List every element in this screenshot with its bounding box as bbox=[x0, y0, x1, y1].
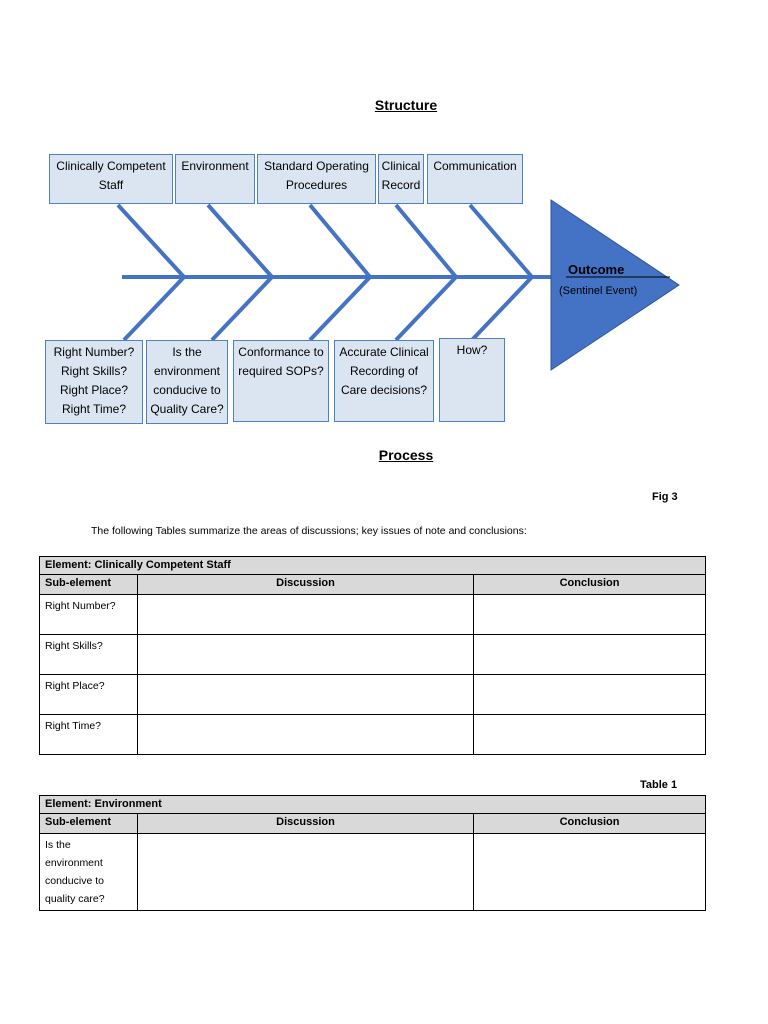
structure-heading: Structure bbox=[374, 97, 438, 113]
rib-bottom-4 bbox=[396, 277, 456, 340]
discussion-cell bbox=[138, 675, 474, 715]
question-box-clinical-record: Accurate Clinical Recording of Care decisions? bbox=[334, 340, 434, 422]
sub-element-cell: Right Place? bbox=[40, 675, 138, 715]
rib-bottom-5 bbox=[472, 277, 532, 340]
rib-bottom-3 bbox=[310, 277, 370, 340]
table-row bbox=[40, 834, 706, 911]
cause-box-standard-operating-procedures: Standard Operating Procedures bbox=[257, 154, 376, 204]
table-row bbox=[40, 675, 706, 715]
discussion-cell bbox=[138, 635, 474, 675]
conclusion-cell bbox=[474, 715, 706, 755]
outcome-subtitle: (Sentinel Event) bbox=[559, 285, 638, 297]
cause-box-environment: Environment bbox=[175, 154, 255, 204]
cause-box-communication: Communication bbox=[427, 154, 523, 204]
sub-element-cell: Is the environment conducive to quality care? bbox=[40, 834, 138, 911]
cause-box-clinically-competent-staff: Clinically Competent Staff bbox=[49, 154, 173, 204]
rib-top-3 bbox=[310, 205, 370, 277]
rib-top-1 bbox=[118, 205, 184, 277]
question-box-environment: Is the environment conducive to Quality Care? bbox=[146, 340, 228, 424]
table-row bbox=[40, 595, 706, 635]
fishbone-lines bbox=[118, 205, 560, 340]
table-caption: Table 1 bbox=[640, 779, 678, 791]
table-environment bbox=[39, 795, 706, 911]
outcome-title: Outcome bbox=[568, 262, 625, 277]
column-header-sub-element: Sub-element bbox=[40, 575, 138, 595]
conclusion-cell bbox=[474, 635, 706, 675]
column-header-discussion: Discussion bbox=[138, 814, 474, 834]
table-row bbox=[40, 635, 706, 675]
column-header-discussion: Discussion bbox=[138, 575, 474, 595]
conclusion-cell bbox=[474, 675, 706, 715]
table-title: Element: Environment bbox=[40, 796, 706, 814]
rib-top-4 bbox=[396, 205, 456, 277]
rib-top-5 bbox=[470, 205, 532, 277]
conclusion-cell bbox=[474, 834, 706, 911]
table-row bbox=[40, 715, 706, 755]
rib-bottom-2 bbox=[212, 277, 272, 340]
column-header-conclusion: Conclusion bbox=[474, 575, 706, 595]
sub-element-cell: Right Time? bbox=[40, 715, 138, 755]
cause-box-clinical-record: Clinical Record bbox=[378, 154, 424, 204]
column-header-conclusion: Conclusion bbox=[474, 814, 706, 834]
process-heading: Process bbox=[378, 447, 434, 463]
question-box-communication: How? bbox=[439, 338, 505, 422]
conclusion-cell bbox=[474, 595, 706, 635]
discussion-cell bbox=[138, 595, 474, 635]
table-title: Element: Clinically Competent Staff bbox=[40, 557, 706, 575]
sub-element-cell: Right Skills? bbox=[40, 635, 138, 675]
rib-bottom-1 bbox=[124, 277, 184, 340]
column-header-sub-element: Sub-element bbox=[40, 814, 138, 834]
question-box-staff: Right Number? Right Skills? Right Place? Right Time? bbox=[45, 340, 143, 424]
discussion-cell bbox=[138, 715, 474, 755]
intro-text: The following Tables summarize the areas of discussions; key issues of note and conclusions: bbox=[91, 525, 527, 537]
table-clinically-competent-staff bbox=[39, 556, 706, 755]
discussion-cell bbox=[138, 834, 474, 911]
sub-element-cell: Right Number? bbox=[40, 595, 138, 635]
rib-top-2 bbox=[208, 205, 272, 277]
figure-caption: Fig 3 bbox=[652, 491, 678, 503]
question-box-sops: Conformance to required SOPs? bbox=[233, 340, 329, 422]
